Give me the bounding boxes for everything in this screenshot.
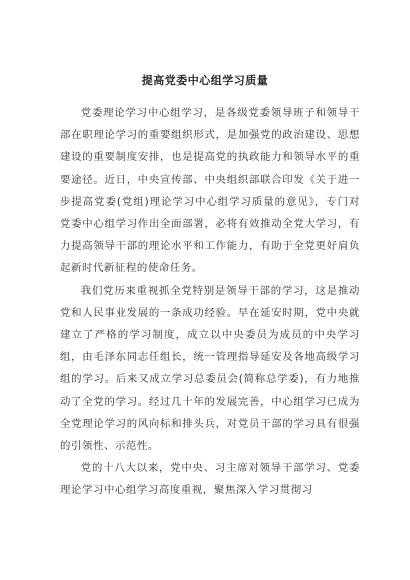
paragraph-1: 党委理论学习中心组学习，是各级党委领导班子和领导干部在职理论学习的重要组织形式，是加强党的政治建设、思想建设的重要制度安排，也是提高党的执政能力和领导水平的重要途径。近日，中央宣传部、中央组织部联合印发《关于进一步提高党委(党组)理论学习中心组学习质量的意见》，专门对党委中心组学习作出全面部署，必将有效推动全党大学习，有力提高领导干部的理论水平和工作能力，有助于全党更好肩负起新时代新征程的使命任务。 [60,107,360,275]
paragraph-2: 我们党历来重视抓全党特别是领导干部的学习，这是推动党和人民事业发展的一条成功经验。早在延安时期，党中央就建立了严格的学习制度，成立以中央委员为成员的中央学习组，由毛泽东同志任组长，统一管理指导延安及各地高级学习组的学习。后来又成立学习总委员会(简称总学委)，有力地推动了全党的学习。经过几十年的发展完善，中心组学习已成为全党理论学习的风向标和排头兵，对党员干部的学习具有很强的引领性、示范性。 [60,284,360,453]
paragraph-3: 党的十八大以来，党中央、习主席对领导干部学习、党委理论学习中心组学习高度重视，聚焦深入学习贯彻习 [60,462,360,497]
document-body [60,102,360,502]
document-title: 提高党委中心组学习质量 [141,74,269,87]
